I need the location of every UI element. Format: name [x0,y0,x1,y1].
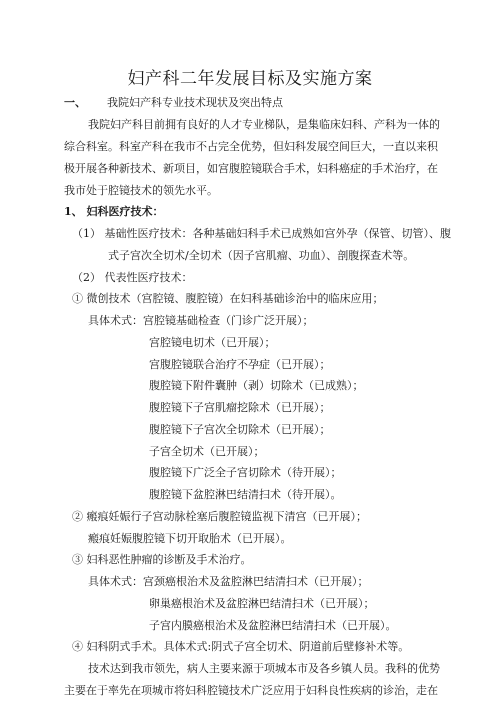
list-item: ④ 妇科阴式手术。具体术式:阴式子宫全切术、阴道前后壁修补术等。 [72,640,410,653]
list-item: 卵巢癌根治术及盆腔淋巴结清扫术（已开展）； [149,597,375,610]
list-item: 腹腔镜下子宫肌瘤挖除术（已开展）； [149,401,331,414]
list-item: （1） 基础性医疗技术：各种基础妇科手术已成熟如宫外孕（保管、切管）、腹 [72,227,451,240]
list-item: ① 微创技术（宫腔镜、腹腔镜）在妇科基础诊治中的临床应用； [72,292,384,305]
section-1-heading: 我院妇产科专业技术现状及突出特点 [107,96,283,109]
paragraph-line: 主要在于率先在项城市将妇科腔镜技术广泛应用于妇科良性疾病的诊治，走在 [64,684,438,697]
list-item: 宫腹腔镜联合治疗不孕症（已开展）； [149,358,331,371]
list-item: 式子宫次全切术/全切术（因子宫肌瘤、功血）、剖腹探查术等。 [108,249,415,262]
paragraph-line: 综合科室。科室产科在我市不占完全优势，但妇科发展空间巨大，一直以来积 [64,140,438,153]
list-item: 具体术式：宫颈癌根治术及盆腔淋巴结清扫术（已开展）； [88,575,369,588]
paragraph-line: 我市处于腔镜技术的领先水平。 [64,184,218,197]
list-item: ③ 妇科恶性肿瘤的诊断及手术治疗。 [72,553,252,566]
list-item: 腹腔镜下盆腔淋巴结清扫术（待开展）。 [149,488,342,501]
list-item: （2） 代表性医疗技术： [72,271,193,284]
list-item: 具体术式：宫腔镜基础检查（门诊广泛开展）； [88,314,314,327]
section-1-number: 一、 [64,96,86,109]
page-title: 妇产科二年发展目标及实施方案 [127,69,373,89]
list-item: 子宫全切术（已开展）； [149,445,265,458]
paragraph-line: 我院妇产科目前拥有良好的人才专业梯队，是集临床妇科、产科为一体的 [88,118,440,131]
paragraph-line: 极开展各种新技术、新项目，如宫腹腔镜联合手术，妇科癌症的手术治疗，在 [64,162,438,175]
list-item: 腹腔镜下子宫次全切除术（已开展）； [149,423,331,436]
list-item: 瘢痕妊娠腹腔镜下切开取胎术（已开展）。 [88,532,292,545]
list-item: 腹腔镜下广泛全子宫切除术（待开展）； [149,466,342,479]
paragraph-line: 技术达到我市领先，病人主要来源于项城本市及各乡镇人员。我科的优势 [88,662,440,675]
list-item: 子宫内膜癌根治术及盆腔淋巴结清扫术（已开展）。 [149,619,397,632]
list-item: ② 瘢痕妊娠行子宫动脉栓塞后腹腔镜监视下清宫（已开展）； [72,510,367,523]
list-item: 腹腔镜下附件囊肿（剥）切除术（已成熟）； [149,379,364,392]
subheading-gynecology-tech: 1、 妇科医疗技术： [64,205,164,218]
list-item: 宫腔镜电切术（已开展）； [149,336,276,349]
